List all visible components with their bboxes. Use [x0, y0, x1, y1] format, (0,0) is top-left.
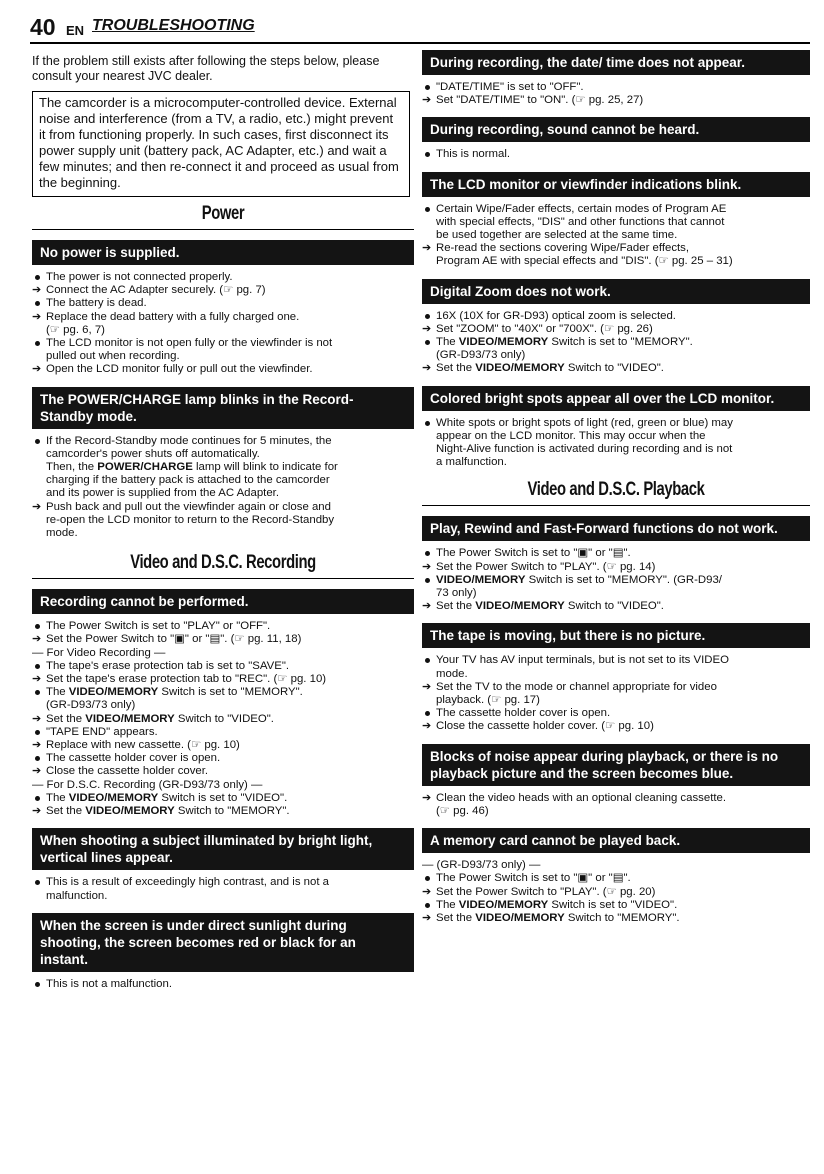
playback-section-title: Video and D.S.C. Playback: [527, 479, 705, 501]
issue-heading: The POWER/CHARGE lamp blinks in the Record-Standby mode.: [32, 387, 414, 429]
cause-line: This is not a malfunction.: [32, 978, 414, 991]
text-line: 73 only): [436, 587, 477, 600]
cause-line: This is normal.: [422, 148, 810, 161]
arrow-right-icon: ➔: [32, 739, 42, 752]
power-section-title: Power: [201, 203, 245, 224]
arrow-right-icon: ➔: [32, 805, 42, 818]
cause-line: The VIDEO/MEMORY Switch is set to "MEMORY".: [32, 686, 414, 699]
arrow-right-icon: ➔: [32, 310, 42, 323]
text-line: — (GR-D93/73 only) —: [422, 859, 541, 872]
text-line: charging if the battery pack is attached to the camcorder: [46, 474, 330, 487]
boxed-note: The camcorder is a microcomputer-controlled device. External noise and interference (from a TV, a radio, etc.) might prevent it from functioning properly. In such cases, first disconnect its power supply unit (battery pack, AC Adapter, etc.) and wait a few minutes; and then re-connect it and proceed as usual from the beginning.: [32, 91, 410, 197]
text-line: with special effects, "DIS" and other functions that cannot: [436, 215, 725, 228]
arrow-right-icon: ➔: [32, 673, 42, 686]
left-column: [32, 50, 414, 991]
issue-heading: Colored bright spots appear all over the LCD monitor.: [422, 386, 810, 411]
arrow-right-icon: ➔: [422, 560, 432, 573]
issue-heading: Recording cannot be performed.: [32, 589, 414, 614]
power-issues: [32, 240, 414, 540]
text-line: playback. (☞ pg. 17): [436, 694, 540, 707]
text-line: and its power is supplied from the AC Adapter.: [46, 487, 280, 500]
remedy-line: ➔ Set the VIDEO/MEMORY Switch to "VIDEO".: [422, 362, 664, 375]
arrow-right-icon: ➔: [32, 284, 42, 297]
remedy-line: ➔ Set the Power Switch to "PLAY". (☞ pg. 20): [422, 885, 656, 898]
arrow-right-icon: ➔: [32, 363, 42, 376]
page-header: [30, 14, 810, 44]
text-line: (☞ pg. 46): [436, 804, 489, 817]
cause-line: If the Record-Standby mode continues for 5 minutes, the: [32, 435, 414, 448]
text-line: Night-Alive function is activated during recording and is not: [436, 443, 733, 456]
arrow-right-icon: ➔: [32, 765, 42, 778]
remedy-line: ➔ Set "ZOOM" to "40X" or "700X". (☞ pg. 26): [422, 322, 653, 335]
cause-line: 16X (10X for GR-D93) optical zoom is selected.: [422, 310, 810, 323]
text-line: Program AE with special effects and "DIS". (☞ pg. 25 – 31): [436, 255, 733, 268]
cause-line: "TAPE END" appears.: [32, 726, 414, 739]
cause-line: The battery is dead.: [32, 297, 414, 310]
issue-heading: The LCD monitor or viewfinder indications blink.: [422, 172, 810, 197]
arrow-right-icon: ➔: [422, 791, 432, 804]
language-code: EN: [66, 23, 85, 38]
issue-heading: During recording, sound cannot be heard.: [422, 117, 810, 142]
section-divider: [32, 229, 414, 230]
cause-line: The Power Switch is set to "PLAY" or "OFF".: [32, 620, 414, 633]
text-line: a malfunction.: [436, 456, 507, 469]
text-line: be used together are selected at the same time.: [436, 229, 678, 242]
text-line: malfunction.: [46, 889, 108, 902]
arrow-right-icon: ➔: [422, 94, 432, 107]
cause-line: The VIDEO/MEMORY Switch is set to "MEMORY".: [422, 336, 810, 349]
text-line: (☞ pg. 6, 7): [46, 323, 105, 336]
cause-line: The VIDEO/MEMORY Switch is set to "VIDEO".: [32, 792, 414, 805]
recording-issues-continued: [422, 50, 810, 469]
arrow-right-icon: ➔: [32, 500, 42, 513]
issue-heading: A memory card cannot be played back.: [422, 828, 810, 853]
text-line: camcorder's power shuts off automatically.: [46, 447, 260, 460]
recording-section-title: Video and D.S.C. Recording: [130, 552, 316, 574]
text-line: (GR-D93/73 only): [46, 699, 136, 712]
remedy-line: ➔ Clean the video heads with an optional cleaning cassette.: [422, 791, 727, 804]
playback-issues: [422, 516, 810, 925]
intro-text: If the problem still exists after following the steps below, please consult your nearest JVC dealer.: [32, 54, 380, 83]
remedy-line: ➔ Set the VIDEO/MEMORY Switch to "VIDEO".: [32, 712, 274, 725]
cause-line: This is a result of exceedingly high contrast, and is not a: [32, 876, 414, 889]
text-line: (GR-D93/73 only): [436, 349, 526, 362]
remedy-line: ➔ Set the Power Switch to "▣" or "▤". (☞ pg. 11, 18): [32, 633, 302, 646]
cause-line: Certain Wipe/Fader effects, certain modes of Program AE: [422, 203, 810, 216]
cause-line: The tape's erase protection tab is set to "SAVE".: [32, 660, 414, 673]
remedy-line: ➔ Open the LCD monitor fully or pull out the viewfinder.: [32, 363, 313, 376]
cause-line: Your TV has AV input terminals, but is not set to its VIDEO: [422, 654, 810, 667]
cause-line: VIDEO/MEMORY Switch is set to "MEMORY". (GR-D93/: [422, 574, 810, 587]
remedy-line: ➔ Replace with new cassette. (☞ pg. 10): [32, 739, 240, 752]
remedy-line: ➔ Set the Power Switch to "PLAY". (☞ pg. 14): [422, 560, 656, 573]
remedy-line: ➔ Replace the dead battery with a fully charged one.: [32, 310, 300, 323]
remedy-line: ➔ Connect the AC Adapter securely. (☞ pg. 7): [32, 284, 266, 297]
remedy-line: ➔ Set the VIDEO/MEMORY Switch to "MEMORY".: [422, 911, 680, 924]
remedy-line: ➔ Close the cassette holder cover.: [32, 765, 209, 778]
text-line: Then, the POWER/CHARGE lamp will blink to indicate for: [46, 461, 338, 474]
cause-line: The Power Switch is set to "▣" or "▤".: [422, 547, 810, 560]
arrow-right-icon: ➔: [32, 712, 42, 725]
issue-heading: When shooting a subject illuminated by bright light, vertical lines appear.: [32, 828, 414, 870]
cause-line: The cassette holder cover is open.: [32, 752, 414, 765]
cause-line: White spots or bright spots of light (red, green or blue) may: [422, 417, 810, 430]
remedy-line: ➔ Set the VIDEO/MEMORY Switch to "VIDEO".: [422, 600, 664, 613]
cause-line: The Power Switch is set to "▣" or "▤".: [422, 872, 810, 885]
text-line: appear on the LCD monitor. This may occur when the: [436, 429, 706, 442]
arrow-right-icon: ➔: [422, 885, 432, 898]
text-line: mode.: [436, 667, 468, 680]
arrow-right-icon: ➔: [422, 911, 432, 924]
cause-line: The power is not connected properly.: [32, 271, 414, 284]
section-title: TROUBLESHOOTING: [92, 17, 255, 34]
issue-heading: Digital Zoom does not work.: [422, 279, 810, 304]
issue-heading: Play, Rewind and Fast-Forward functions do not work.: [422, 516, 810, 541]
issue-heading: When the screen is under direct sunlight during shooting, the screen becomes red or black for an instant.: [32, 913, 414, 972]
section-divider: [32, 578, 414, 579]
arrow-right-icon: ➔: [422, 680, 432, 693]
remedy-line: ➔ Push back and pull out the viewfinder again or close and: [32, 500, 331, 513]
remedy-line: ➔ Set "DATE/TIME" to "ON". (☞ pg. 25, 27): [422, 94, 644, 107]
arrow-right-icon: ➔: [422, 720, 432, 733]
page-number: 40: [30, 14, 56, 40]
arrow-right-icon: ➔: [422, 242, 432, 255]
issue-heading: During recording, the date/ time does not appear.: [422, 50, 810, 75]
arrow-right-icon: ➔: [422, 600, 432, 613]
cause-line: "DATE/TIME" is set to "OFF".: [422, 81, 810, 94]
cause-line: The VIDEO/MEMORY Switch is set to "VIDEO".: [422, 899, 810, 912]
section-divider: [422, 505, 810, 506]
right-column: [422, 50, 810, 925]
text-line: — For Video Recording —: [32, 646, 166, 659]
text-line: pulled out when recording.: [46, 350, 180, 363]
remedy-line: ➔ Set the tape's erase protection tab to "REC". (☞ pg. 10): [32, 673, 327, 686]
arrow-right-icon: ➔: [422, 322, 432, 335]
remedy-line: ➔ Set the TV to the mode or channel appropriate for video: [422, 680, 717, 693]
cause-line: The cassette holder cover is open.: [422, 707, 810, 720]
cause-line: The LCD monitor is not open fully or the viewfinder is not: [32, 337, 414, 350]
text-line: mode.: [46, 527, 78, 540]
arrow-right-icon: ➔: [422, 362, 432, 375]
remedy-line: ➔ Re-read the sections covering Wipe/Fader effects,: [422, 242, 690, 255]
text-line: — For D.S.C. Recording (GR-D93/73 only) —: [32, 778, 263, 791]
issue-heading: No power is supplied.: [32, 240, 414, 265]
recording-issues: [32, 589, 414, 991]
text-line: re-open the LCD monitor to return to the Record-Standby: [46, 513, 335, 526]
remedy-line: ➔ Close the cassette holder cover. (☞ pg. 10): [422, 720, 654, 733]
issue-heading: Blocks of noise appear during playback, or there is no playback picture and the screen becomes blue.: [422, 744, 810, 786]
arrow-right-icon: ➔: [32, 633, 42, 646]
remedy-line: ➔ Set the VIDEO/MEMORY Switch to "MEMORY".: [32, 805, 290, 818]
issue-heading: The tape is moving, but there is no picture.: [422, 623, 810, 648]
